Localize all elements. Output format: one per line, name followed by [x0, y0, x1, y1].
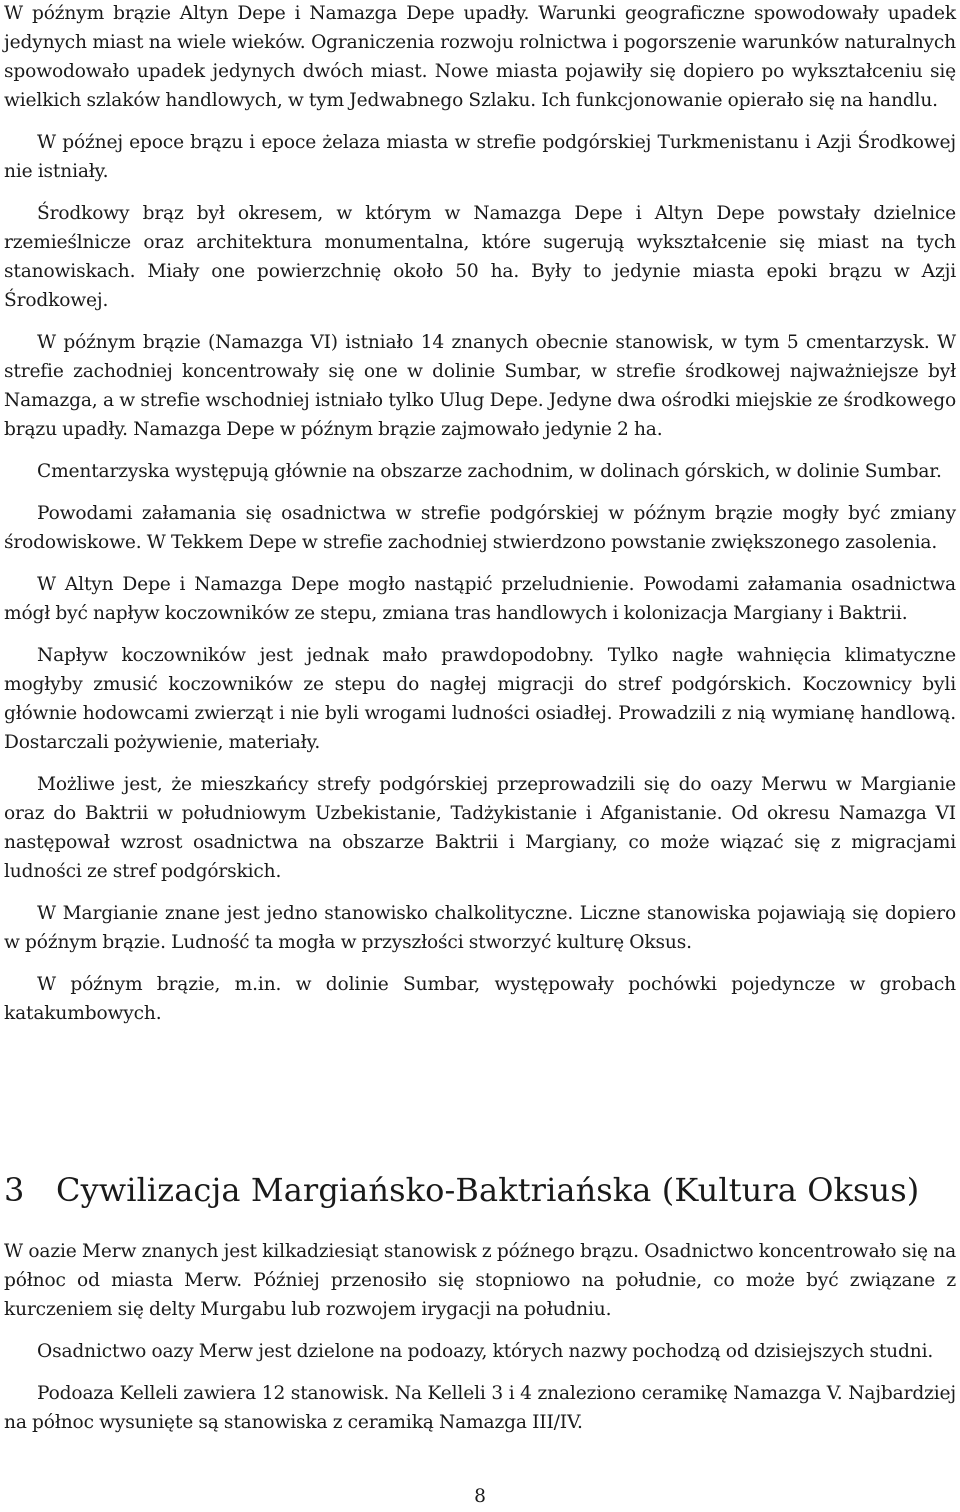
- paragraph-gap: [4, 186, 956, 199]
- paragraph-1: W późnym brązie Altyn Depe i Namazga Depe upadły. Warunki geograficzne spowodowały upadek jedynych miast na wiele wieków. Ograniczenia rozwoju rolnictwa i pogorszenie warunków naturalnych spowodowało upadek jedynych dwóch miast. Nowe miasta pojawiły się dopiero po wykształceniu się wielkich szlaków handlowych, w tym Jedwabnego Szlaku. Ich funkcjonowanie opierało się na handlu.: [4, 3, 956, 111]
- paragraph-10: W Margianie znane jest jedno stanowisko chalkolityczne. Liczne stanowiska pojawiają się dopiero w późnym brązie. Ludność ta mogła w przyszłości stworzyć kulturę Oksus.: [4, 903, 956, 953]
- paragraph-gap: [4, 486, 956, 499]
- paragraph-gap: [4, 115, 956, 128]
- paragraph-4: W późnym brązie (Namazga VI) istniało 14 znanych obecnie stanowisk, w tym 5 cmentarzysk. W strefie zachodniej koncentrowały się one w dolinie Sumbar, w strefie środkowej najważniejsze był Namazga, a w strefie wschodniej istniało tylko Ulug Depe. Jedyne dwa ośrodki miejskie ze środkowego brązu upadły. Namazga Depe w późnym brązie zajmowało jedynie 2 ha.: [4, 332, 956, 440]
- section-paragraph-2: Osadnictwo oazy Merw jest dzielone na podoazy, których nazwy pochodzą od dzisiejszych studni.: [37, 1341, 934, 1362]
- paragraph-7: W Altyn Depe i Namazga Depe mogło nastąpić przeludnienie. Powodami załamania osadnictwa mógł być napływ koczowników ze stepu, zmiana tras handlowych i kolonizacja Margiany i Baktrii.: [4, 574, 956, 624]
- paragraph-8: Napływ koczowników jest jednak mało prawdopodobny. Tylko nagłe wahnięcia klimatyczne mogłyby zmusić koczowników ze stepu do nagłej migracji do stref podgórskich. Koczownicy byli głównie hodowcami zwierząt i nie byli wrogami ludności osiadłej. Prowadzili z nią wymianę handlową. Dostarczali pożywienie, materiały.: [4, 645, 956, 753]
- paragraph-gap: [4, 315, 956, 328]
- text-block-upper: [4, 0, 956, 1028]
- section-heading: [4, 1170, 919, 1210]
- section-title: Cywilizacja Margiańsko-Baktriańska (Kultura Oksus): [56, 1171, 920, 1209]
- paragraph-3: Środkowy brąz był okresem, w którym w Namazga Depe i Altyn Depe powstały dzielnice rzemieślnicze oraz architektura monumentalna, które sugerują wykształcenie się miast na tych stanowiskach. Miały one powierzchnię około 50 ha. Były to jedynie miasta epoki brązu w Azji Środkowej.: [4, 203, 956, 311]
- paragraph-6: Powodami załamania się osadnictwa w strefie podgórskiej w późnym brązie mogły być zmiany środowiskowe. W Tekkem Depe w strefie zachodniej stwierdzono powstanie zwiększonego zasolenia.: [4, 503, 956, 553]
- paragraph-gap: [4, 628, 956, 641]
- text-block-section: [4, 1237, 956, 1437]
- paragraph-gap: [4, 886, 956, 899]
- paragraph-gap: [4, 757, 956, 770]
- paragraph-gap: [4, 957, 956, 970]
- section-number: 3: [4, 1171, 25, 1209]
- paragraph-gap: [4, 444, 956, 457]
- page-number: 8: [474, 1486, 486, 1507]
- paragraph-gap: [4, 1324, 956, 1337]
- paragraph-gap: [4, 557, 956, 570]
- section-paragraph-1: W oazie Merw znanych jest kilkadziesiąt stanowisk z późnego brązu. Osadnictwo koncentrowało się na północ od miasta Merw. Później przenosiło się stopniowo na południe, co może być związane z kurczeniem się delty Murgabu lub rozwojem irygacji na południu.: [4, 1241, 956, 1320]
- paragraph-gap: [4, 1366, 956, 1379]
- paragraph-9: Możliwe jest, że mieszkańcy strefy podgórskiej przeprowadzili się do oazy Merwu w Margianie oraz do Baktrii w południowym Uzbekistanie, Tadżykistanie i Afganistanie. Od okresu Namazga VI następował wzrost osadnictwa na obszarze Baktrii i Margiany, co może wiązać się z migracjami ludności ze stref podgórskich.: [4, 774, 956, 882]
- paragraph-11: W późnym brązie, m.in. w dolinie Sumbar, występowały pochówki pojedyncze w grobach katakumbowych.: [4, 974, 956, 1024]
- section-paragraph-3: Podoaza Kelleli zawiera 12 stanowisk. Na Kelleli 3 i 4 znaleziono ceramikę Namazga V. Najbardziej na północ wysunięte są stanowiska z ceramiką Namazga III/IV.: [4, 1383, 956, 1433]
- paragraph-5: Cmentarzyska występują głównie na obszarze zachodnim, w dolinach górskich, w dolinie Sumbar.: [37, 461, 942, 482]
- paragraph-2: W późnej epoce brązu i epoce żelaza miasta w strefie podgórskiej Turkmenistanu i Azji Środkowej nie istniały.: [4, 132, 956, 182]
